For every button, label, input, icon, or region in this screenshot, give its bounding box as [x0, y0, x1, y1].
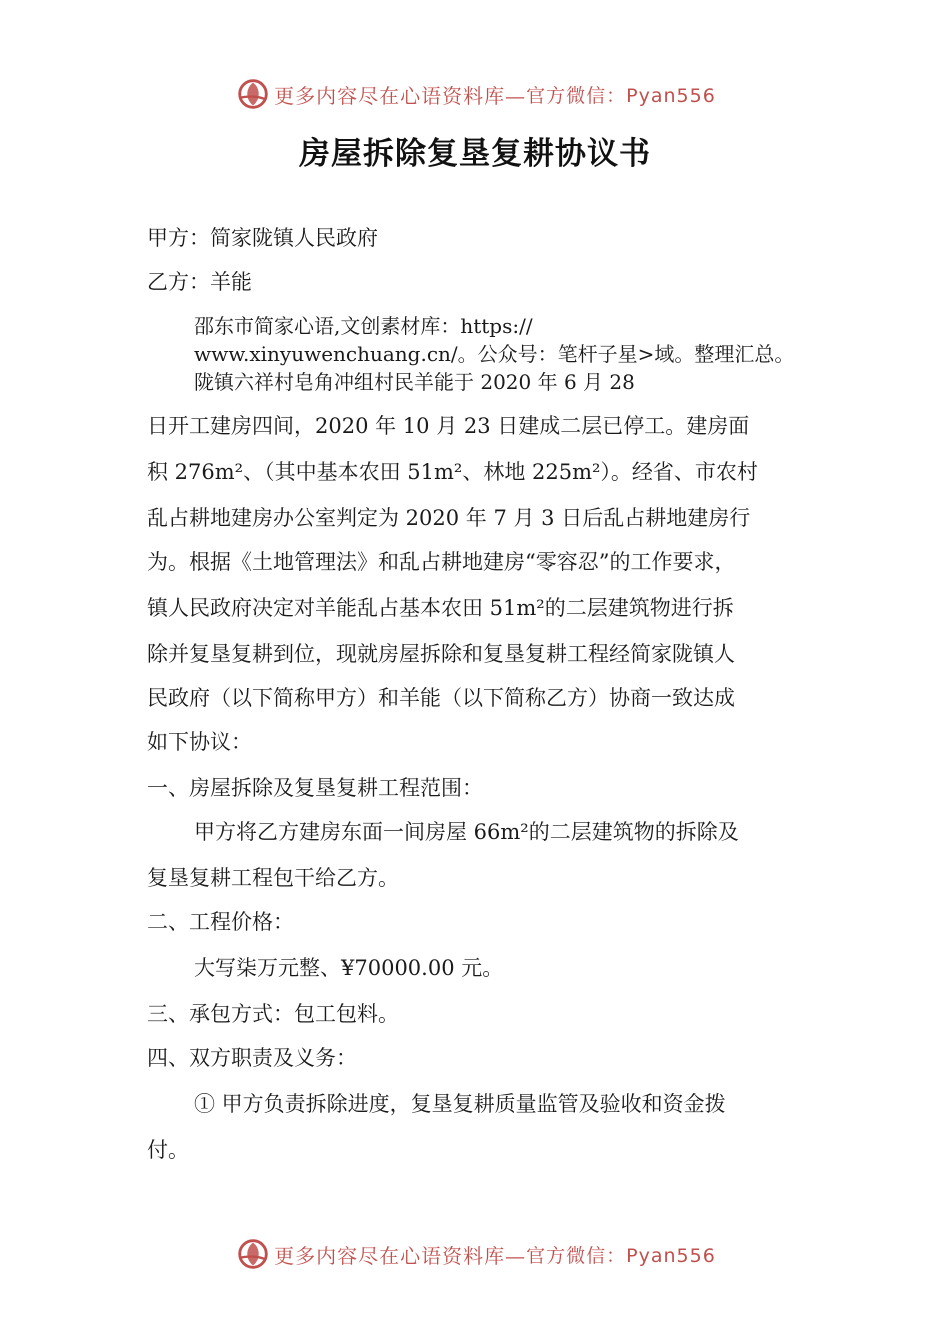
- body-line: 民政府（以下简称甲方）和羊能（以下简称乙方）协商一致达成: [147, 686, 735, 710]
- body-line: 积 276m²、（其中基本农田 51m²、林地 225m²）。经省、市农村: [147, 460, 758, 484]
- flower-logo-icon: [234, 75, 272, 113]
- watermark-text: 更多内容尽在心语资料库—: [274, 83, 527, 108]
- body-line: 陇镇六祥村皂角冲组村民羊能于 2020 年 6 月 28: [194, 370, 635, 394]
- party-a-line: 甲方：简家陇镇人民政府: [147, 226, 378, 250]
- body-line: 镇人民政府决定对羊能乱占基本农田 51m²的二层建筑物进行拆: [147, 596, 734, 620]
- duty-line: ① 甲方负责拆除进度，复垦复耕质量监管及验收和资金拨: [194, 1092, 726, 1116]
- section-heading: 一、房屋拆除及复垦复耕工程范围：: [147, 776, 483, 800]
- watermark-contact: 官方微信：Pyan556: [526, 84, 716, 107]
- body-line: 如下协议：: [147, 730, 252, 754]
- body-line: 乱占耕地建房办公室判定为 2020 年 7 月 3 日后乱占耕地建房行: [147, 506, 751, 530]
- price-line: 大写柒万元整、¥70000.00 元。: [194, 956, 504, 980]
- body-line: 除并复垦复耕到位，现就房屋拆除和复垦复耕工程经简家陇镇人: [147, 642, 735, 666]
- duty-line: 付。: [147, 1138, 189, 1162]
- body-line: 为。根据《土地管理法》和乱占耕地建房“零容忍”的工作要求，: [147, 550, 736, 574]
- watermark-banner-top: [0, 72, 950, 116]
- flower-logo-icon: [234, 1235, 272, 1273]
- watermark-banner-bottom: [0, 1232, 950, 1276]
- section-heading: 四、双方职责及义务：: [147, 1046, 357, 1070]
- watermark-text: 更多内容尽在心语资料库—: [274, 1243, 527, 1268]
- party-b-line: 乙方：羊能: [147, 270, 252, 294]
- ad-line-1: 邵东市简家心语,文创素材库：https://: [194, 314, 533, 338]
- watermark-contact: 官方微信：Pyan556: [526, 1244, 716, 1267]
- ad-line-2: www.xinyuwenchuang.cn/。公众号：笔杆子星>域。整理汇总。: [194, 342, 795, 366]
- section-heading: 二、工程价格：: [147, 910, 294, 934]
- body-line: 复垦复耕工程包干给乙方。: [147, 866, 399, 890]
- section-heading: 三、承包方式：包工包料。: [147, 1002, 399, 1026]
- document-title: 房屋拆除复垦复耕协议书: [299, 136, 651, 172]
- body-line: 甲方将乙方建房东面一间房屋 66m²的二层建筑物的拆除及: [194, 820, 739, 844]
- body-line: 日开工建房四间，2020 年 10 月 23 日建成二层已停工。建房面: [147, 414, 750, 438]
